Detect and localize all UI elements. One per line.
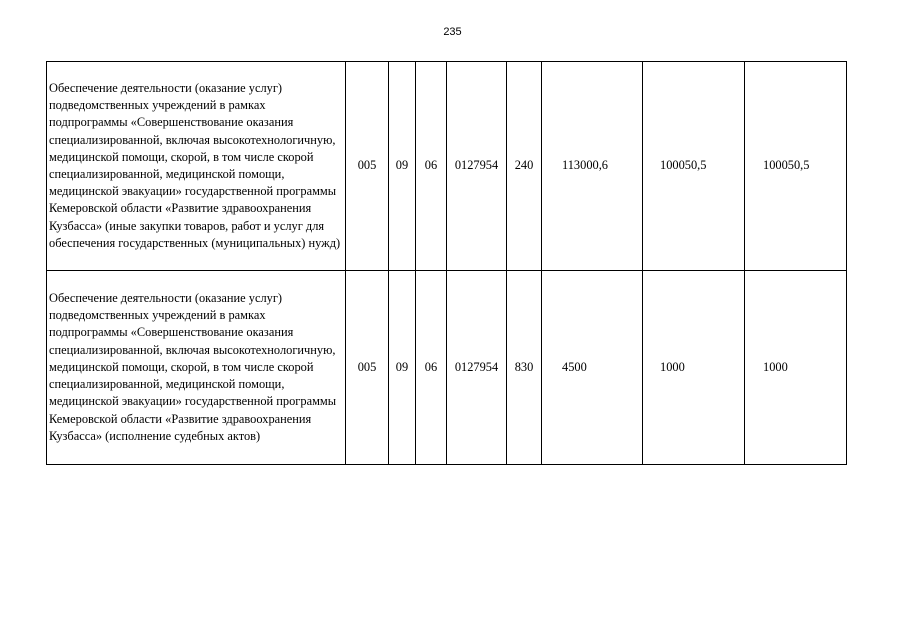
- amount-3-cell: 100050,5: [745, 62, 847, 271]
- amount-2-cell: 1000: [643, 271, 745, 465]
- amount-3-cell: 1000: [745, 271, 847, 465]
- expense-type-cell: 240: [507, 62, 542, 271]
- section-cell: 09: [389, 271, 416, 465]
- section-cell: 09: [389, 62, 416, 271]
- amount-1-cell: 4500: [542, 271, 643, 465]
- ministry-code-cell: 005: [346, 62, 389, 271]
- table-row: [47, 271, 847, 465]
- page-number: 235: [443, 26, 462, 38]
- row-description: Обеспечение деятельности (оказание услуг) подведомственных учреждений в рамках подпрограммы «Совершенствование оказания специализированной, включая высокотехнологичную, медицинской помощи, скорой, в том числе скорой специализированной, медицинской помощи, медицинской эвакуации» государственной программы Кемеровской области «Развитие здравоохранения Кузбасса» (иные закупки товаров, работ и услуг для обеспечения государственных (муниципальных) нужд): [47, 62, 346, 271]
- budget-table: [46, 61, 847, 465]
- row-description: Обеспечение деятельности (оказание услуг) подведомственных учреждений в рамках подпрограммы «Совершенствование оказания специализированной, включая высокотехнологичную, медицинской помощи, скорой, в том числе скорой специализированной, медицинской помощи, медицинской эвакуации» государственной программы Кемеровской области «Развитие здравоохранения Кузбасса» (исполнение судебных актов): [47, 271, 346, 465]
- amount-1-cell: 113000,6: [542, 62, 643, 271]
- target-article-cell: 0127954: [447, 62, 507, 271]
- amount-2-cell: 100050,5: [643, 62, 745, 271]
- target-article-cell: 0127954: [447, 271, 507, 465]
- subsection-cell: 06: [416, 62, 447, 271]
- table-row: [47, 62, 847, 271]
- subsection-cell: 06: [416, 271, 447, 465]
- ministry-code-cell: 005: [346, 271, 389, 465]
- expense-type-cell: 830: [507, 271, 542, 465]
